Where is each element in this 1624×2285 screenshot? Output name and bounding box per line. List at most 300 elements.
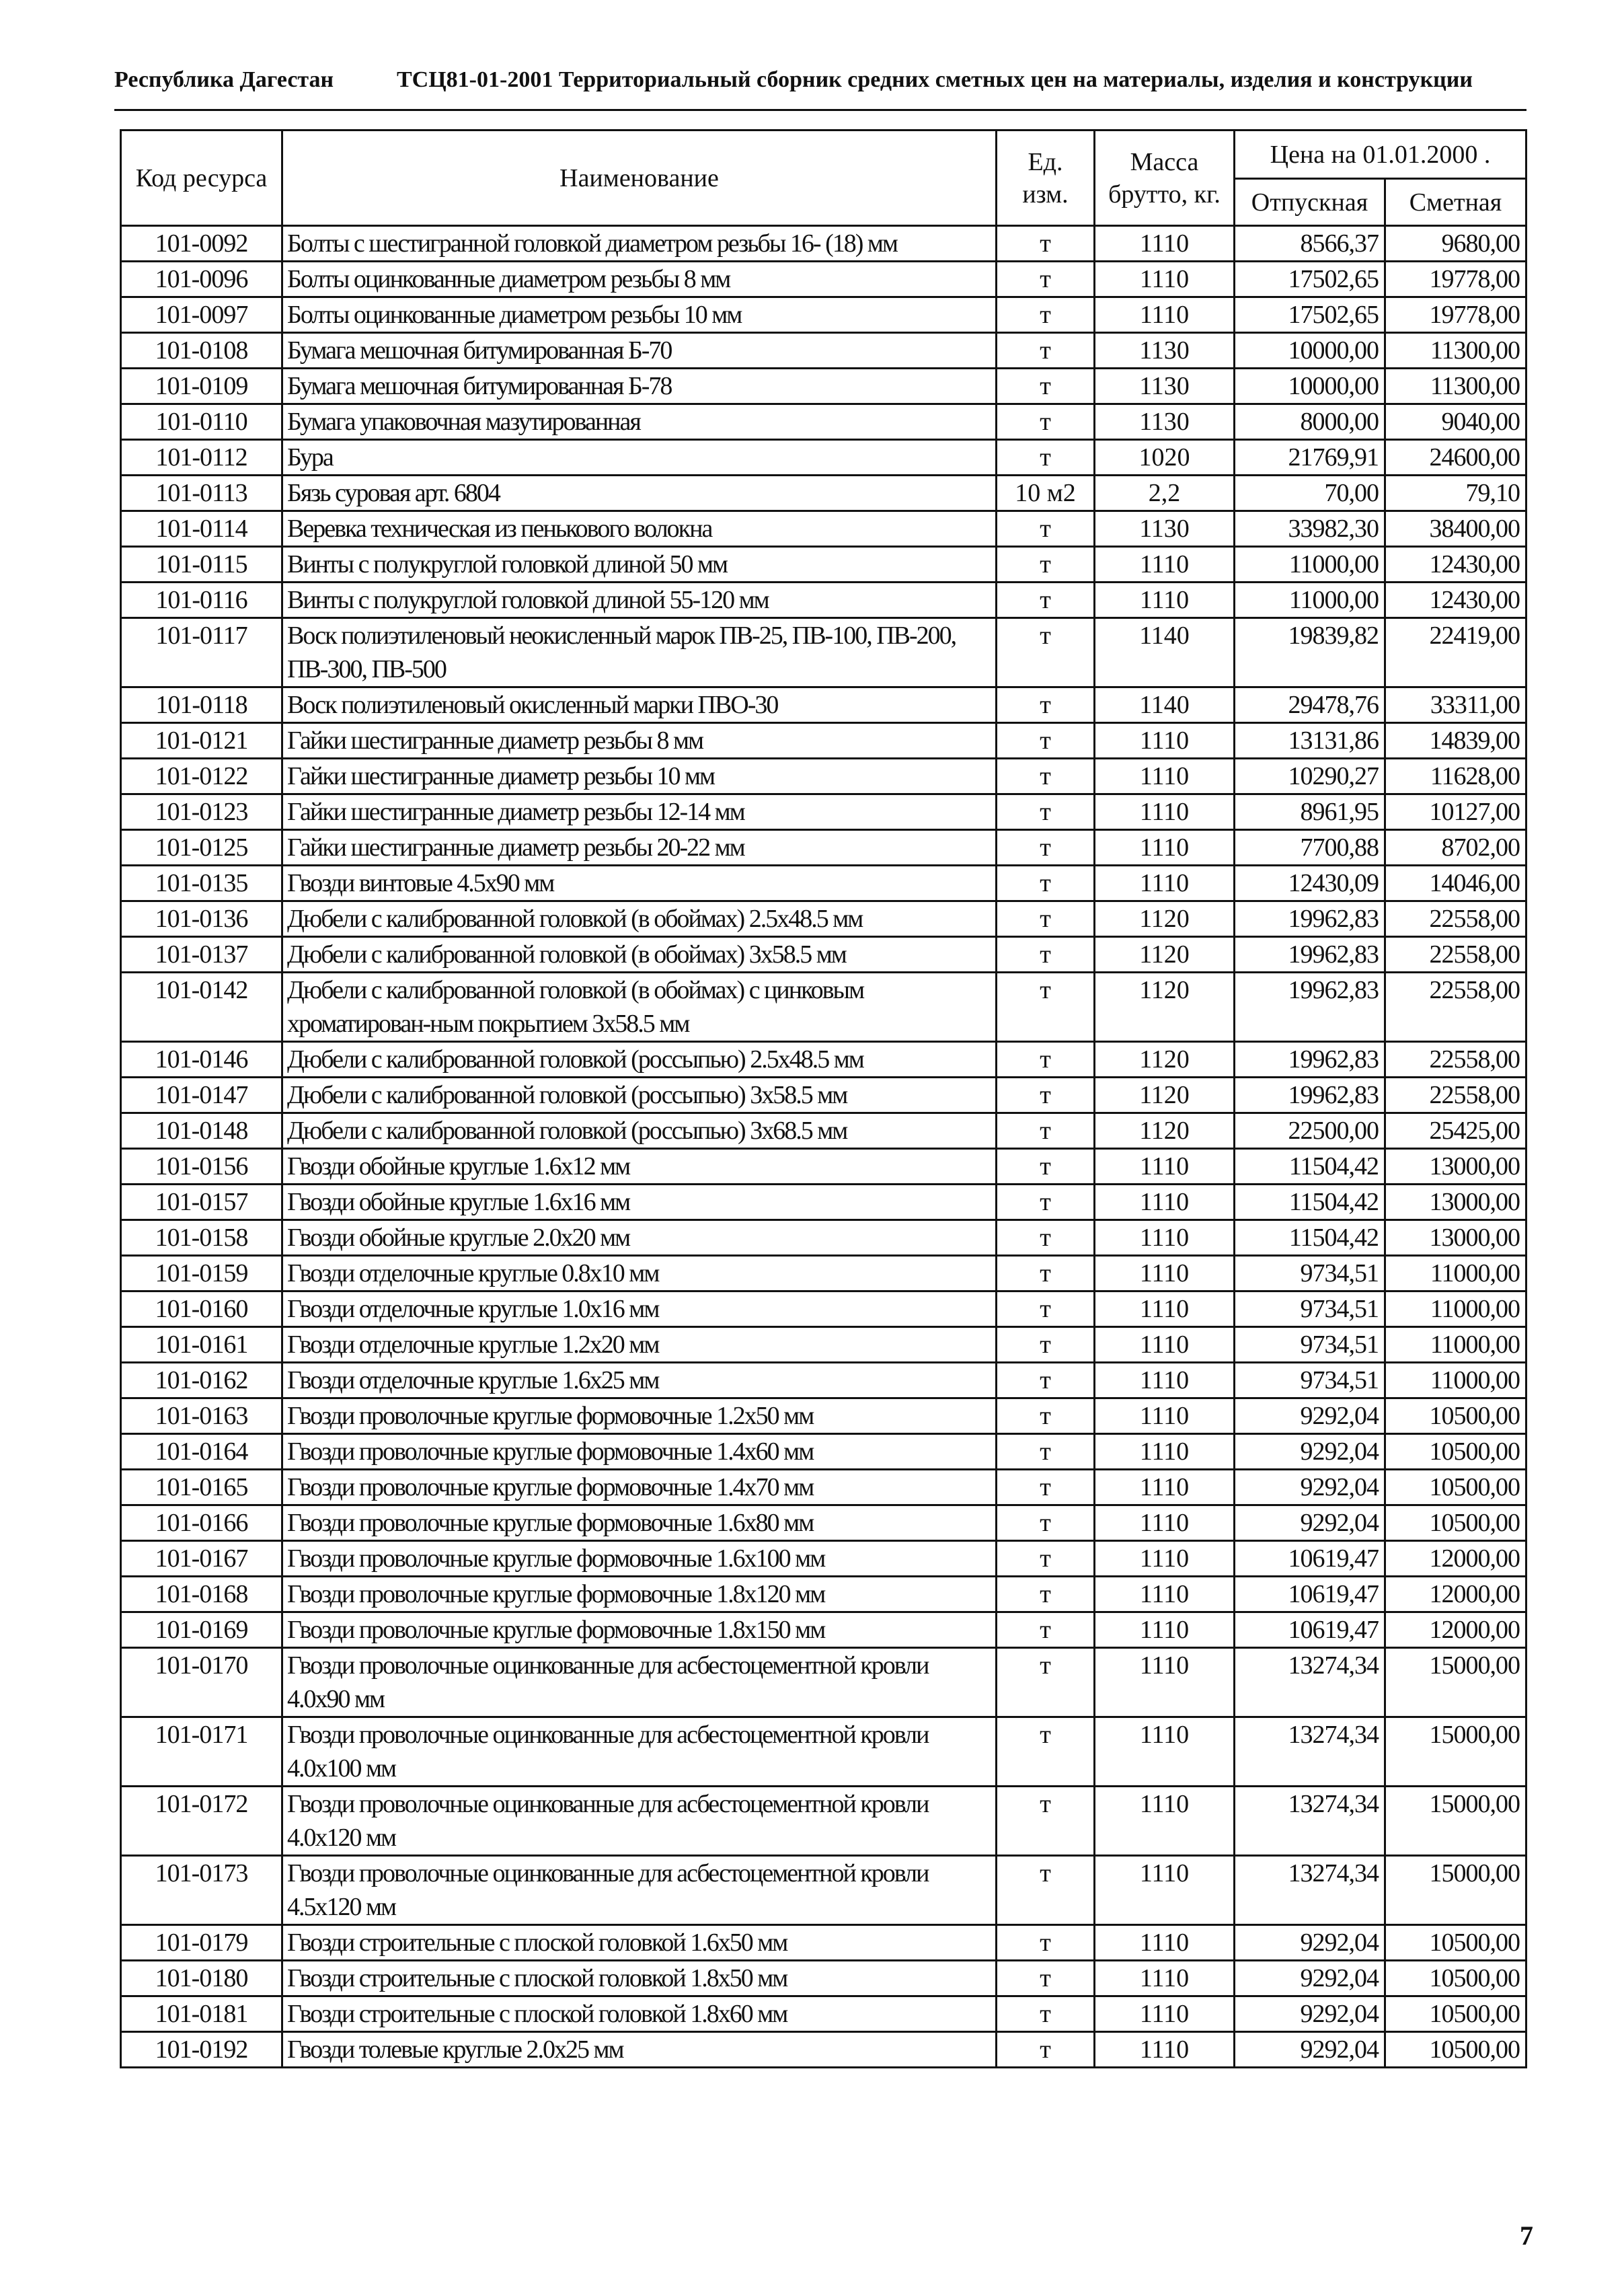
row-unit: т (997, 1363, 1095, 1398)
row-unit: 10 м2 (997, 476, 1095, 511)
row-release-price: 13274,34 (1235, 1787, 1385, 1856)
row-name: Болты оцинкованные диаметром резьбы 8 мм (282, 262, 997, 297)
row-unit: т (997, 404, 1095, 440)
row-mass: 1110 (1095, 1291, 1235, 1327)
row-code: 101-0136 (121, 901, 282, 937)
row-estimate-price: 11300,00 (1385, 369, 1526, 404)
row-estimate-price: 9040,00 (1385, 404, 1526, 440)
row-name: Гайки шестигранные диаметр резьбы 10 мм (282, 759, 997, 794)
row-estimate-price: 22558,00 (1385, 973, 1526, 1042)
row-release-price: 19962,83 (1235, 901, 1385, 937)
row-estimate-price: 22558,00 (1385, 937, 1526, 973)
row-mass: 1110 (1095, 1856, 1235, 1925)
row-mass: 1110 (1095, 2032, 1235, 2068)
row-release-price: 9292,04 (1235, 1996, 1385, 2032)
row-unit: т (997, 262, 1095, 297)
row-mass: 1110 (1095, 1925, 1235, 1961)
row-mass: 1110 (1095, 1398, 1235, 1434)
table-row (121, 901, 1526, 937)
row-release-price: 10000,00 (1235, 369, 1385, 404)
row-mass: 1120 (1095, 1078, 1235, 1113)
header-region: Республика Дагестан (114, 67, 334, 92)
table-row (121, 297, 1526, 333)
row-unit: т (997, 937, 1095, 973)
row-unit: т (997, 866, 1095, 901)
row-release-price: 8961,95 (1235, 794, 1385, 830)
row-mass: 1110 (1095, 1185, 1235, 1220)
row-mass: 1110 (1095, 1787, 1235, 1856)
row-code: 101-0112 (121, 440, 282, 476)
row-unit: т (997, 1434, 1095, 1470)
table-row (121, 687, 1526, 723)
row-release-price: 19962,83 (1235, 973, 1385, 1042)
row-estimate-price: 10500,00 (1385, 1505, 1526, 1541)
header-unit: Ед. изм. (997, 130, 1095, 226)
row-unit: т (997, 1113, 1095, 1149)
row-mass: 2,2 (1095, 476, 1235, 511)
row-unit: т (997, 1149, 1095, 1185)
row-unit: т (997, 369, 1095, 404)
row-name: Бумага мешочная битумированная Б-78 (282, 369, 997, 404)
table-row (121, 1577, 1526, 1612)
row-estimate-price: 11000,00 (1385, 1291, 1526, 1327)
row-estimate-price: 38400,00 (1385, 511, 1526, 547)
row-code: 101-0160 (121, 1291, 282, 1327)
row-code: 101-0114 (121, 511, 282, 547)
row-release-price: 9734,51 (1235, 1256, 1385, 1291)
table-row (121, 476, 1526, 511)
row-name: Гайки шестигранные диаметр резьбы 20-22 мм (282, 830, 997, 866)
row-release-price: 9292,04 (1235, 2032, 1385, 2068)
row-estimate-price: 22558,00 (1385, 1078, 1526, 1113)
row-name: Гвозди проволочные круглые формовочные 1.6х80 мм (282, 1505, 997, 1541)
table-row (121, 1398, 1526, 1434)
row-estimate-price: 15000,00 (1385, 1717, 1526, 1787)
row-unit: т (997, 547, 1095, 583)
row-name: Гвозди проволочные оцинкованные для асбестоцементной кровли 4.0х120 мм (282, 1787, 997, 1856)
header-release-price: Отпускная (1235, 179, 1385, 226)
row-estimate-price: 19778,00 (1385, 297, 1526, 333)
row-name: Гвозди отделочные круглые 0.8х10 мм (282, 1256, 997, 1291)
row-name: Гайки шестигранные диаметр резьбы 12-14 мм (282, 794, 997, 830)
row-unit: т (997, 1541, 1095, 1577)
table-row (121, 794, 1526, 830)
row-mass: 1110 (1095, 583, 1235, 618)
row-unit: т (997, 1996, 1095, 2032)
row-code: 101-0109 (121, 369, 282, 404)
row-unit: т (997, 511, 1095, 547)
row-name: Гвозди проволочные круглые формовочные 1.4х60 мм (282, 1434, 997, 1470)
table-body (121, 226, 1526, 2068)
header-price: Цена на 01.01.2000 . (1235, 130, 1526, 179)
table-row (121, 1256, 1526, 1291)
row-mass: 1130 (1095, 511, 1235, 547)
row-unit: т (997, 973, 1095, 1042)
row-name: Гвозди строительные с плоской головкой 1.8х60 мм (282, 1996, 997, 2032)
table-row (121, 866, 1526, 901)
row-release-price: 13274,34 (1235, 1717, 1385, 1787)
row-mass: 1110 (1095, 226, 1235, 262)
table-row (121, 1717, 1526, 1787)
row-unit: т (997, 1078, 1095, 1113)
row-code: 101-0181 (121, 1996, 282, 2032)
row-code: 101-0108 (121, 333, 282, 369)
row-code: 101-0115 (121, 547, 282, 583)
row-unit: т (997, 1961, 1095, 1996)
row-release-price: 9292,04 (1235, 1434, 1385, 1470)
row-code: 101-0170 (121, 1648, 282, 1717)
row-code: 101-0157 (121, 1185, 282, 1220)
row-code: 101-0167 (121, 1541, 282, 1577)
row-name: Бура (282, 440, 997, 476)
row-estimate-price: 79,10 (1385, 476, 1526, 511)
row-code: 101-0123 (121, 794, 282, 830)
row-release-price: 8566,37 (1235, 226, 1385, 262)
row-code: 101-0169 (121, 1612, 282, 1648)
row-release-price: 10000,00 (1235, 333, 1385, 369)
row-estimate-price: 25425,00 (1385, 1113, 1526, 1149)
row-name: Бязь суровая арт. 6804 (282, 476, 997, 511)
table-row (121, 723, 1526, 759)
row-unit: т (997, 759, 1095, 794)
row-estimate-price: 19778,00 (1385, 262, 1526, 297)
row-unit: т (997, 1577, 1095, 1612)
row-release-price: 9734,51 (1235, 1327, 1385, 1363)
row-unit: т (997, 1398, 1095, 1434)
table-row (121, 759, 1526, 794)
table-row (121, 1787, 1526, 1856)
row-code: 101-0092 (121, 226, 282, 262)
table-row (121, 1996, 1526, 2032)
table-row (121, 1113, 1526, 1149)
table-row (121, 830, 1526, 866)
row-code: 101-0146 (121, 1042, 282, 1078)
row-estimate-price: 10500,00 (1385, 1996, 1526, 2032)
row-code: 101-0148 (121, 1113, 282, 1149)
row-name: Гвозди проволочные круглые формовочные 1.6х100 мм (282, 1541, 997, 1577)
row-unit: т (997, 1925, 1095, 1961)
row-release-price: 19962,83 (1235, 937, 1385, 973)
table-row (121, 937, 1526, 973)
page-number: 7 (1520, 2220, 1533, 2251)
row-name: Гвозди строительные с плоской головкой 1.6х50 мм (282, 1925, 997, 1961)
row-unit: т (997, 830, 1095, 866)
table-row (121, 333, 1526, 369)
row-estimate-price: 10500,00 (1385, 1961, 1526, 1996)
row-estimate-price: 12000,00 (1385, 1577, 1526, 1612)
row-mass: 1110 (1095, 1256, 1235, 1291)
row-unit: т (997, 1505, 1095, 1541)
price-table (120, 129, 1527, 2068)
table-row (121, 1220, 1526, 1256)
header-code: Код ресурса (121, 130, 282, 226)
row-code: 101-0180 (121, 1961, 282, 1996)
row-mass: 1110 (1095, 547, 1235, 583)
row-release-price: 17502,65 (1235, 297, 1385, 333)
row-mass: 1140 (1095, 687, 1235, 723)
table-row (121, 1648, 1526, 1717)
table-row (121, 1612, 1526, 1648)
row-mass: 1110 (1095, 1149, 1235, 1185)
row-name: Гвозди отделочные круглые 1.2х20 мм (282, 1327, 997, 1363)
row-code: 101-0179 (121, 1925, 282, 1961)
row-name: Гайки шестигранные диаметр резьбы 8 мм (282, 723, 997, 759)
row-release-price: 9292,04 (1235, 1961, 1385, 1996)
row-unit: т (997, 723, 1095, 759)
row-code: 101-0122 (121, 759, 282, 794)
row-estimate-price: 24600,00 (1385, 440, 1526, 476)
row-name: Гвозди отделочные круглые 1.6х25 мм (282, 1363, 997, 1398)
table-row (121, 973, 1526, 1042)
row-release-price: 19839,82 (1235, 618, 1385, 687)
row-name: Гвозди обойные круглые 2.0х20 мм (282, 1220, 997, 1256)
row-mass: 1110 (1095, 759, 1235, 794)
row-unit: т (997, 1717, 1095, 1787)
row-mass: 1110 (1095, 1961, 1235, 1996)
row-unit: т (997, 794, 1095, 830)
row-name: Дюбели с калиброванной головкой (в обоймах) 3х58.5 мм (282, 937, 997, 973)
table-row (121, 1434, 1526, 1470)
row-mass: 1120 (1095, 901, 1235, 937)
row-name: Болты оцинкованные диаметром резьбы 10 мм (282, 297, 997, 333)
row-name: Гвозди проволочные круглые формовочные 1.4х70 мм (282, 1470, 997, 1505)
row-release-price: 29478,76 (1235, 687, 1385, 723)
row-mass: 1110 (1095, 830, 1235, 866)
row-code: 101-0121 (121, 723, 282, 759)
row-release-price: 33982,30 (1235, 511, 1385, 547)
table-row (121, 1856, 1526, 1925)
row-name: Воск полиэтиленовый неокисленный марок ПВ-25, ПВ-100, ПВ-200, ПВ-300, ПВ-500 (282, 618, 997, 687)
row-unit: т (997, 1787, 1095, 1856)
header-name: Наименование (282, 130, 997, 226)
row-name: Дюбели с калиброванной головкой (в обоймах) 2.5х48.5 мм (282, 901, 997, 937)
row-release-price: 13274,34 (1235, 1856, 1385, 1925)
row-release-price: 70,00 (1235, 476, 1385, 511)
row-estimate-price: 13000,00 (1385, 1185, 1526, 1220)
row-release-price: 9734,51 (1235, 1363, 1385, 1398)
row-name: Гвозди отделочные круглые 1.0х16 мм (282, 1291, 997, 1327)
row-release-price: 8000,00 (1235, 404, 1385, 440)
row-estimate-price: 11628,00 (1385, 759, 1526, 794)
row-mass: 1110 (1095, 1717, 1235, 1787)
row-mass: 1110 (1095, 1505, 1235, 1541)
row-release-price: 7700,88 (1235, 830, 1385, 866)
table-row (121, 1185, 1526, 1220)
row-code: 101-0168 (121, 1577, 282, 1612)
row-code: 101-0118 (121, 687, 282, 723)
row-name: Дюбели с калиброванной головкой (в обоймах) с цинковым хроматирован-ным покрытием 3х58.5 мм (282, 973, 997, 1042)
row-code: 101-0156 (121, 1149, 282, 1185)
row-release-price: 9292,04 (1235, 1505, 1385, 1541)
row-release-price: 9292,04 (1235, 1398, 1385, 1434)
row-unit: т (997, 1648, 1095, 1717)
row-code: 101-0163 (121, 1398, 282, 1434)
row-mass: 1130 (1095, 333, 1235, 369)
row-unit: т (997, 1185, 1095, 1220)
row-estimate-price: 12430,00 (1385, 583, 1526, 618)
row-code: 101-0162 (121, 1363, 282, 1398)
row-estimate-price: 10500,00 (1385, 1434, 1526, 1470)
row-estimate-price: 11300,00 (1385, 333, 1526, 369)
row-code: 101-0113 (121, 476, 282, 511)
row-unit: т (997, 2032, 1095, 2068)
row-name: Гвозди проволочные круглые формовочные 1.8х120 мм (282, 1577, 997, 1612)
row-mass: 1130 (1095, 404, 1235, 440)
row-mass: 1120 (1095, 937, 1235, 973)
row-release-price: 10619,47 (1235, 1541, 1385, 1577)
row-release-price: 11504,42 (1235, 1149, 1385, 1185)
row-unit: т (997, 226, 1095, 262)
row-unit: т (997, 1220, 1095, 1256)
row-release-price: 11000,00 (1235, 547, 1385, 583)
row-mass: 1110 (1095, 723, 1235, 759)
row-mass: 1110 (1095, 1648, 1235, 1717)
row-name: Гвозди строительные с плоской головкой 1.8х50 мм (282, 1961, 997, 1996)
row-mass: 1120 (1095, 1113, 1235, 1149)
row-estimate-price: 10500,00 (1385, 1925, 1526, 1961)
row-code: 101-0164 (121, 1434, 282, 1470)
row-name: Гвозди проволочные оцинкованные для асбестоцементной кровли 4.0х90 мм (282, 1648, 997, 1717)
row-name: Веревка техническая из пенькового волокна (282, 511, 997, 547)
row-release-price: 11504,42 (1235, 1220, 1385, 1256)
row-unit: т (997, 440, 1095, 476)
row-mass: 1110 (1095, 1327, 1235, 1363)
header-estimate-price: Сметная (1385, 179, 1526, 226)
row-name: Винты с полукруглой головкой длиной 50 мм (282, 547, 997, 583)
row-unit: т (997, 333, 1095, 369)
row-estimate-price: 13000,00 (1385, 1220, 1526, 1256)
row-name: Бумага упаковочная мазутированная (282, 404, 997, 440)
row-release-price: 13274,34 (1235, 1648, 1385, 1717)
row-mass: 1110 (1095, 262, 1235, 297)
row-code: 101-0137 (121, 937, 282, 973)
row-code: 101-0158 (121, 1220, 282, 1256)
row-release-price: 10290,27 (1235, 759, 1385, 794)
row-unit: т (997, 1291, 1095, 1327)
row-estimate-price: 14046,00 (1385, 866, 1526, 901)
table-header (121, 130, 1526, 226)
row-name: Гвозди проволочные оцинкованные для асбестоцементной кровли 4.5х120 мм (282, 1856, 997, 1925)
row-unit: т (997, 1256, 1095, 1291)
row-estimate-price: 11000,00 (1385, 1327, 1526, 1363)
row-estimate-price: 22558,00 (1385, 901, 1526, 937)
row-mass: 1130 (1095, 369, 1235, 404)
table-row (121, 1925, 1526, 1961)
row-code: 101-0172 (121, 1787, 282, 1856)
row-unit: т (997, 687, 1095, 723)
row-name: Бумага мешочная битумированная Б-70 (282, 333, 997, 369)
row-estimate-price: 10127,00 (1385, 794, 1526, 830)
row-mass: 1020 (1095, 440, 1235, 476)
row-unit: т (997, 901, 1095, 937)
row-name: Гвозди толевые круглые 2.0х25 мм (282, 2032, 997, 2068)
row-code: 101-0147 (121, 1078, 282, 1113)
row-unit: т (997, 1327, 1095, 1363)
row-unit: т (997, 1612, 1095, 1648)
row-code: 101-0166 (121, 1505, 282, 1541)
row-mass: 1110 (1095, 866, 1235, 901)
row-name: Дюбели с калиброванной головкой (россыпью) 3х58.5 мм (282, 1078, 997, 1113)
row-mass: 1120 (1095, 973, 1235, 1042)
row-name: Винты с полукруглой головкой длиной 55-120 мм (282, 583, 997, 618)
row-code: 101-0165 (121, 1470, 282, 1505)
row-estimate-price: 12000,00 (1385, 1541, 1526, 1577)
table-row (121, 1327, 1526, 1363)
row-code: 101-0135 (121, 866, 282, 901)
row-mass: 1110 (1095, 794, 1235, 830)
row-name: Гвозди обойные круглые 1.6х12 мм (282, 1149, 997, 1185)
table-row (121, 1149, 1526, 1185)
row-name: Гвозди проволочные круглые формовочные 1.2х50 мм (282, 1398, 997, 1434)
row-release-price: 19962,83 (1235, 1078, 1385, 1113)
row-unit: т (997, 1042, 1095, 1078)
row-name: Гвозди проволочные оцинкованные для асбестоцементной кровли 4.0х100 мм (282, 1717, 997, 1787)
table-row (121, 1505, 1526, 1541)
row-release-price: 9292,04 (1235, 1470, 1385, 1505)
row-estimate-price: 15000,00 (1385, 1648, 1526, 1717)
table-row (121, 1078, 1526, 1113)
row-estimate-price: 14839,00 (1385, 723, 1526, 759)
row-estimate-price: 11000,00 (1385, 1363, 1526, 1398)
row-mass: 1120 (1095, 1042, 1235, 1078)
table-row (121, 1961, 1526, 1996)
table-row (121, 1363, 1526, 1398)
row-release-price: 9292,04 (1235, 1925, 1385, 1961)
row-code: 101-0097 (121, 297, 282, 333)
row-name: Гвозди проволочные круглые формовочные 1.8х150 мм (282, 1612, 997, 1648)
table-row (121, 1470, 1526, 1505)
table-row (121, 1291, 1526, 1327)
row-name: Воск полиэтиленовый окисленный марки ПВО-30 (282, 687, 997, 723)
row-unit: т (997, 583, 1095, 618)
row-code: 101-0125 (121, 830, 282, 866)
row-mass: 1110 (1095, 1996, 1235, 2032)
row-mass: 1110 (1095, 1363, 1235, 1398)
row-code: 101-0142 (121, 973, 282, 1042)
row-estimate-price: 12430,00 (1385, 547, 1526, 583)
row-code: 101-0161 (121, 1327, 282, 1363)
row-estimate-price: 12000,00 (1385, 1612, 1526, 1648)
row-estimate-price: 10500,00 (1385, 2032, 1526, 2068)
row-code: 101-0110 (121, 404, 282, 440)
header-mass: Масса брутто, кг. (1095, 130, 1235, 226)
row-estimate-price: 8702,00 (1385, 830, 1526, 866)
row-estimate-price: 22419,00 (1385, 618, 1526, 687)
table-row (121, 547, 1526, 583)
row-unit: т (997, 618, 1095, 687)
row-name: Гвозди винтовые 4.5х90 мм (282, 866, 997, 901)
table-row (121, 226, 1526, 262)
row-release-price: 9734,51 (1235, 1291, 1385, 1327)
header-rule (114, 109, 1526, 111)
row-mass: 1110 (1095, 1470, 1235, 1505)
row-estimate-price: 15000,00 (1385, 1856, 1526, 1925)
row-release-price: 17502,65 (1235, 262, 1385, 297)
row-estimate-price: 33311,00 (1385, 687, 1526, 723)
row-estimate-price: 9680,00 (1385, 226, 1526, 262)
row-mass: 1110 (1095, 297, 1235, 333)
row-estimate-price: 15000,00 (1385, 1787, 1526, 1856)
row-release-price: 13131,86 (1235, 723, 1385, 759)
row-code: 101-0171 (121, 1717, 282, 1787)
row-estimate-price: 10500,00 (1385, 1470, 1526, 1505)
table-row (121, 511, 1526, 547)
row-release-price: 11504,42 (1235, 1185, 1385, 1220)
row-code: 101-0116 (121, 583, 282, 618)
table-row (121, 583, 1526, 618)
table-row (121, 618, 1526, 687)
row-release-price: 12430,09 (1235, 866, 1385, 901)
